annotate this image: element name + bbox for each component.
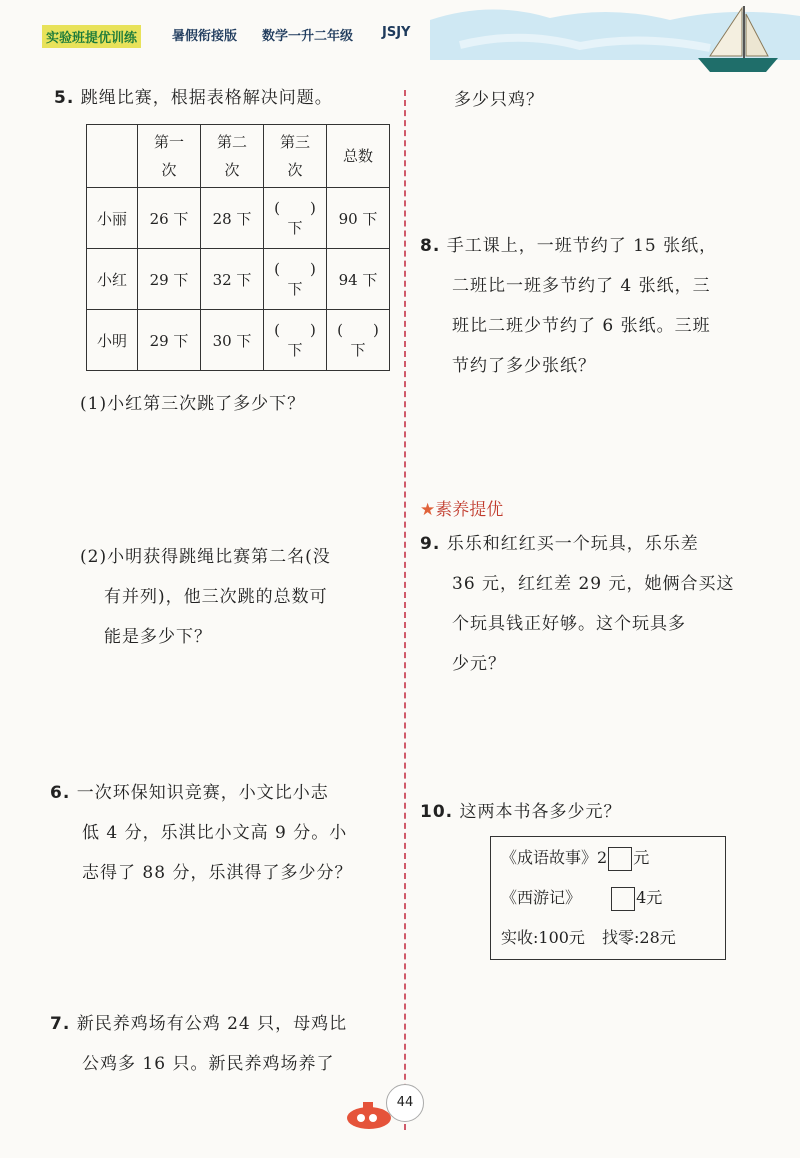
book-price-box	[490, 836, 726, 960]
book2-price: 4元	[636, 888, 663, 907]
q5-heading	[54, 78, 333, 118]
table-cell: 26 下	[138, 188, 201, 249]
q9-number: 9.	[420, 534, 441, 554]
table-cell: 30 下	[201, 310, 264, 371]
q8-line3: 班比二班少节约了 6 张纸。三班	[452, 316, 711, 336]
book2-line	[501, 885, 662, 911]
q5-sub1: (1)小红第三次跳了多少下？	[80, 394, 306, 414]
q9-line4: 少元？	[452, 654, 506, 674]
q5-sub2-line1: (2)小明获得跳绳比赛第二名(没	[80, 547, 331, 567]
series-tag: 实验班提优训练	[42, 25, 141, 48]
q6-line1: 6. 一次环保知识竞赛，小文比小志	[50, 783, 329, 803]
q6-number: 6.	[50, 783, 71, 803]
q9-line3: 个玩具钱正好够。这个玩具多	[452, 614, 686, 634]
q6-line3: 志得了 88 分，乐淇得了多少分？	[82, 863, 353, 883]
table-row	[87, 310, 390, 371]
table-cell: 29 下	[138, 310, 201, 371]
header-cell: 第一 次	[138, 125, 201, 188]
q5-sub2-line2: 有并列)，他三次跳的总数可	[104, 587, 328, 607]
table-cell: 94 下	[327, 249, 390, 310]
book2-title: 《西游记》	[501, 888, 582, 907]
q9-line1: 9. 乐乐和红红买一个玩具，乐乐差	[420, 534, 699, 554]
q6-line2: 低 4 分，乐淇比小文高 9 分。小	[82, 823, 348, 843]
q7-line3: 多少只鸡？	[454, 90, 544, 110]
q5-text: 跳绳比赛，根据表格解决问题。	[80, 88, 333, 108]
q10-heading: 10. 这两本书各多少元？	[420, 802, 622, 822]
sky-sailboat-illustration	[430, 0, 800, 80]
q7-line1: 7. 新民养鸡场有公鸡 24 只，母鸡比	[50, 1014, 348, 1034]
book1-digit: 2	[597, 848, 608, 867]
payment-line	[501, 925, 676, 948]
book1-unit: 元	[633, 848, 650, 867]
star-icon: ★	[420, 500, 436, 520]
q8-line1: 8. 手工课上，一班节约了 15 张纸，	[420, 236, 718, 256]
page-number: 44	[386, 1084, 424, 1122]
q8-line2: 二班比一班多节约了 4 张纸，三	[452, 276, 711, 296]
book1-title: 《成语故事》	[501, 848, 598, 867]
q5-sub2-line3: 能是多少下？	[104, 627, 212, 647]
answer-blank-cell[interactable]: ( ) 下	[264, 249, 327, 310]
book1-line	[501, 845, 649, 871]
table-cell: 90 下	[327, 188, 390, 249]
row-name-cell: 小红	[87, 249, 138, 310]
header-cell: 总数	[327, 125, 390, 188]
table-row	[87, 188, 390, 249]
paid-amount: 实收:100元	[501, 928, 585, 947]
code-label: JSJY	[382, 25, 411, 40]
change-amount: 找零:28元	[602, 928, 676, 947]
table-cell: 32 下	[201, 249, 264, 310]
q8-line4: 节约了多少张纸？	[452, 356, 596, 376]
answer-blank-cell[interactable]: ( ) 下	[327, 310, 390, 371]
table-cell: 29 下	[138, 249, 201, 310]
edition-label: 暑假衔接版	[172, 29, 238, 44]
q10-number: 10.	[420, 802, 454, 822]
row-name-cell: 小明	[87, 310, 138, 371]
table-row	[87, 249, 390, 310]
q7-line2: 公鸡多 16 只。新民养鸡场养了	[82, 1054, 335, 1074]
jump-rope-table	[86, 124, 390, 371]
book1-price-blank[interactable]	[608, 847, 632, 871]
section-title: ★素养提优	[420, 500, 504, 520]
header-cell: 第二 次	[201, 125, 264, 188]
table-corner-cell	[87, 125, 138, 188]
answer-blank-cell[interactable]: ( ) 下	[264, 310, 327, 371]
answer-blank-cell[interactable]: ( ) 下	[264, 188, 327, 249]
book2-price-blank[interactable]	[611, 887, 635, 911]
subject-label: 数学一升二年级	[262, 29, 354, 44]
table-header-row	[87, 125, 390, 188]
q5-number: 5.	[54, 88, 75, 108]
q8-number: 8.	[420, 236, 441, 256]
row-name-cell: 小丽	[87, 188, 138, 249]
column-divider	[404, 90, 406, 1130]
page-header	[0, 0, 800, 80]
header-cell: 第三 次	[264, 125, 327, 188]
q7-number: 7.	[50, 1014, 71, 1034]
q9-line2: 36 元，红红差 29 元，她俩合买这	[452, 574, 735, 594]
table-cell: 28 下	[201, 188, 264, 249]
